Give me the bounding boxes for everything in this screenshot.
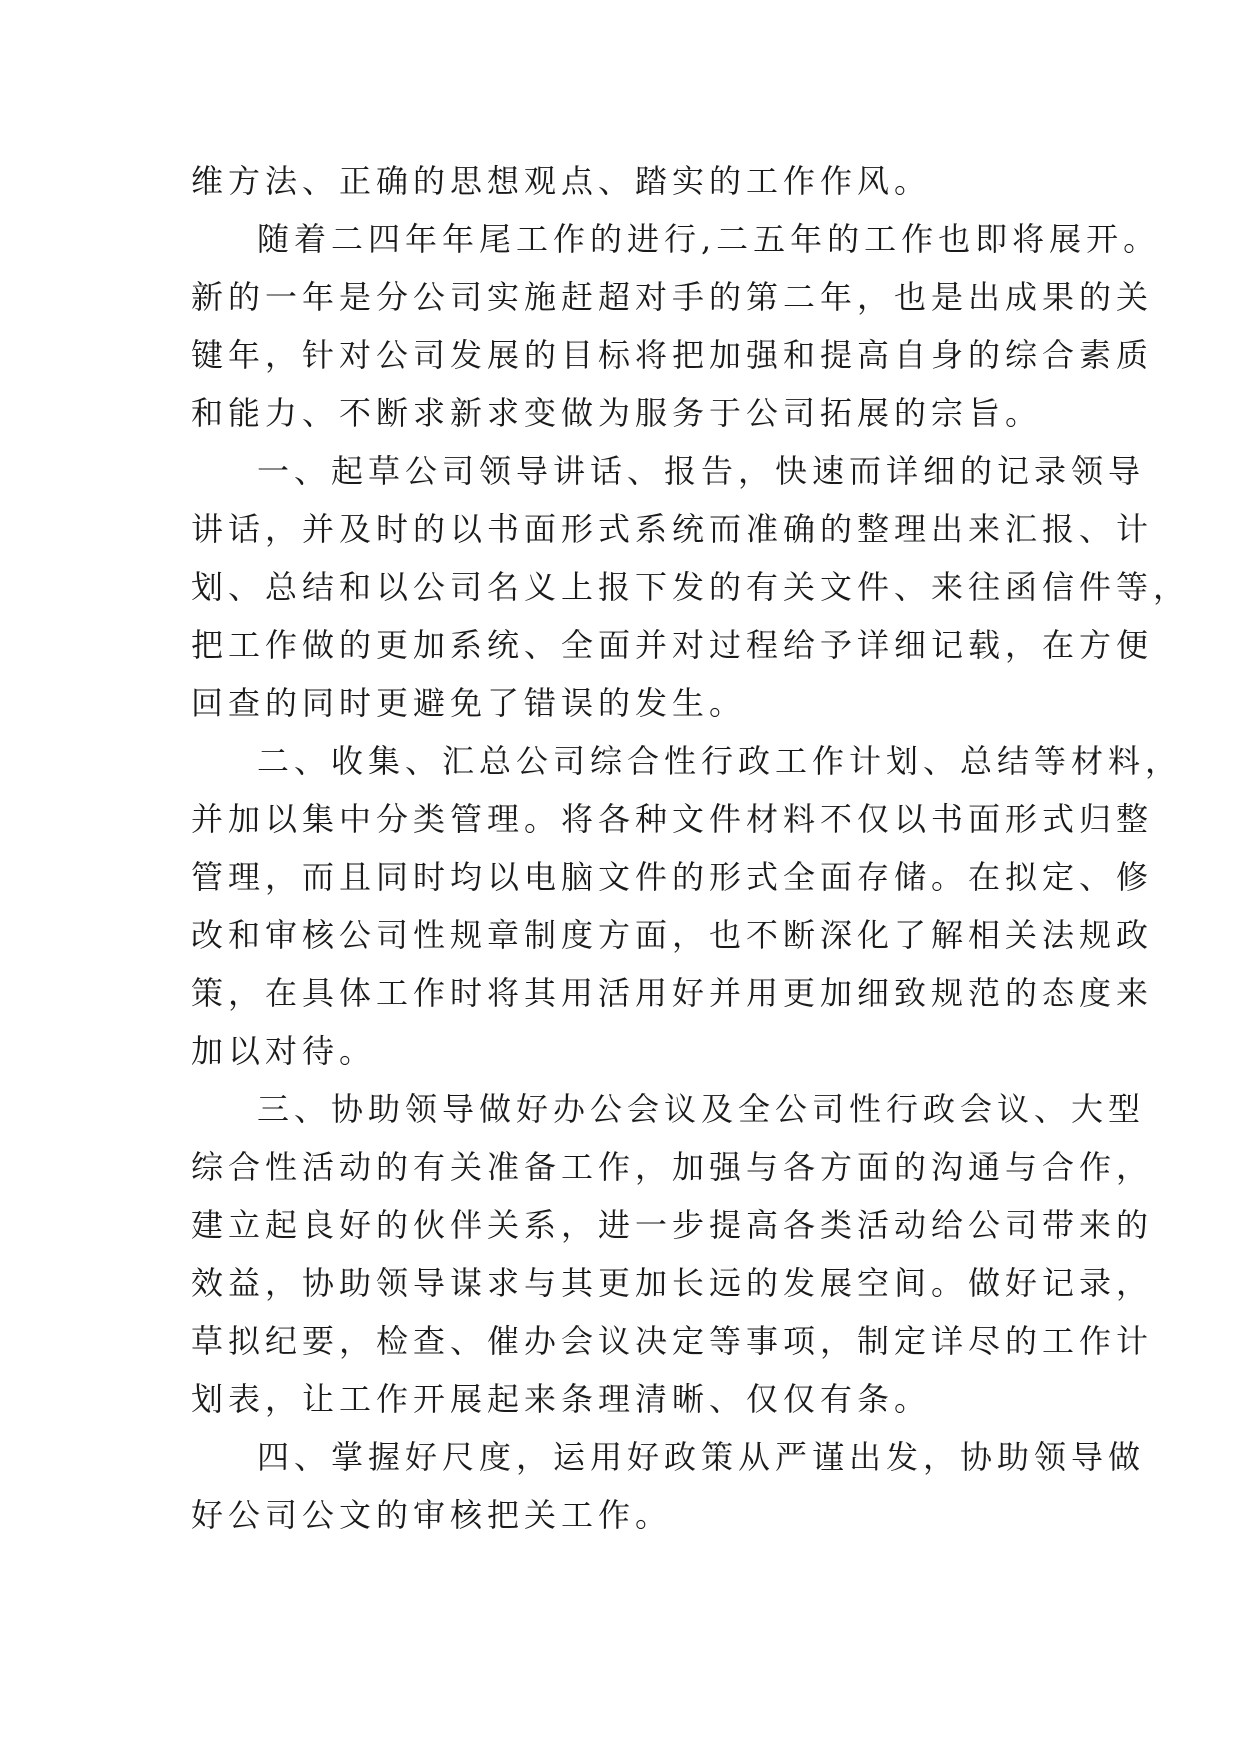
text-line: 把工作做的更加系统、全面并对过程给予详细记载，在方便 — [191, 626, 1154, 664]
document-body — [191, 152, 1191, 1544]
text-line: 键年，针对公司发展的目标将把加强和提高自身的综合素质 — [191, 336, 1154, 374]
text-line: 讲话，并及时的以书面形式系统而准确的整理出来汇报、计 — [191, 510, 1154, 548]
text-line: 策，在具体工作时将其用活用好并用更加细致规范的态度来 — [191, 974, 1154, 1012]
paragraph-first-line: 四、掌握好尺度，运用好政策从严谨出发，协助领导做 — [257, 1438, 1146, 1476]
text-line: 管理，而且同时均以电脑文件的形式全面存储。在拟定、修 — [191, 858, 1154, 896]
text-line: 维方法、正确的思想观点、踏实的工作作风。 — [191, 162, 932, 200]
text-line: 回查的同时更避免了错误的发生。 — [191, 684, 747, 722]
text-line: 和能力、不断求新求变做为服务于公司拓展的宗旨。 — [191, 394, 1043, 432]
text-line: 加以对待。 — [191, 1032, 377, 1070]
paragraph-first-line: 随着二四年年尾工作的进行,二五年的工作也即将展开。 — [257, 220, 1161, 258]
text-line: 综合性活动的有关准备工作，加强与各方面的沟通与合作， — [191, 1148, 1154, 1186]
text-line: 效益，协助领导谋求与其更加长远的发展空间。做好记录， — [191, 1264, 1154, 1302]
text-line: 划表，让工作开展起来条理清晰、仅仅有条。 — [191, 1380, 932, 1418]
paragraph-first-line: 二、收集、汇总公司综合性行政工作计划、总结等材料， — [257, 742, 1183, 780]
text-line: 草拟纪要，检查、催办会议决定等事项，制定详尽的工作计 — [191, 1322, 1154, 1360]
text-line: 建立起良好的伙伴关系，进一步提高各类活动给公司带来的 — [191, 1206, 1154, 1244]
text-line: 好公司公文的审核把关工作。 — [191, 1496, 673, 1534]
text-line: 划、总结和以公司名义上报下发的有关文件、来往函信件等， — [191, 568, 1191, 606]
text-line: 并加以集中分类管理。将各种文件材料不仅以书面形式归整 — [191, 800, 1154, 838]
text-line: 新的一年是分公司实施赶超对手的第二年，也是出成果的关 — [191, 278, 1154, 316]
text-line: 改和审核公司性规章制度方面，也不断深化了解相关法规政 — [191, 916, 1154, 954]
paragraph-first-line: 三、协助领导做好办公会议及全公司性行政会议、大型 — [257, 1090, 1146, 1128]
paragraph-first-line: 一、起草公司领导讲话、报告，快速而详细的记录领导 — [257, 452, 1146, 490]
